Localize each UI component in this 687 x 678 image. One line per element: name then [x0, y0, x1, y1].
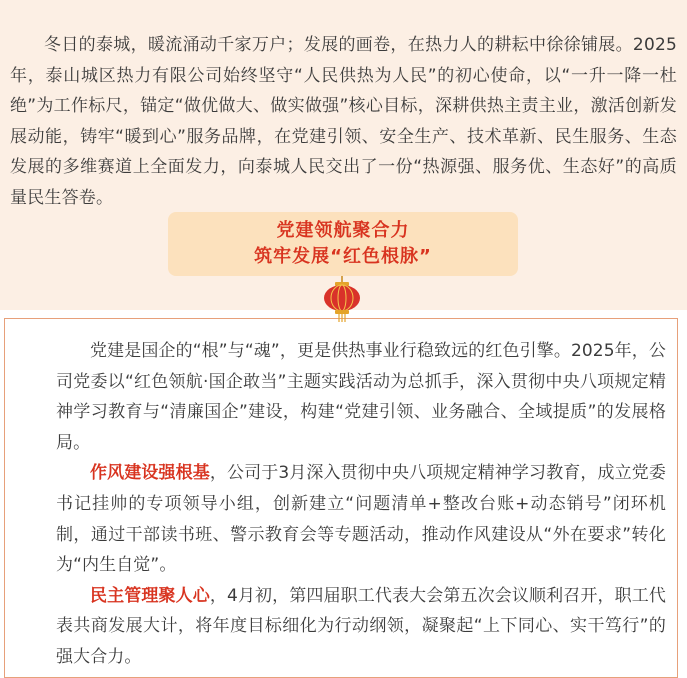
highlight-work-style: 作风建设强根基 — [90, 463, 210, 484]
section-banner — [168, 212, 518, 276]
paragraph-work-style — [56, 458, 666, 580]
banner-title-line1: 党建领航聚合力 — [276, 220, 410, 241]
red-lantern-icon — [320, 276, 364, 322]
highlight-democratic-management: 民主管理聚人心 — [90, 585, 210, 606]
paragraph-democratic-management — [56, 581, 666, 673]
paragraph-work-style-text: ，公司于3月深入贯彻中央八项规定精神学习教育，成立党委书记挂帅的专项领导小组，创新建立“问题清单+整改台账+动态销号”闭环机制，通过干部读书班、警示教育会等专题活动，推动作风建设从“外在要求”转化为“内生自觉”。 — [56, 463, 667, 576]
section-content — [56, 336, 666, 673]
intro-paragraph: 冬日的泰城，暖流涌动千家万户；发展的画卷，在热力人的耕耘中徐徐铺展。2025年，泰山城区热力有限公司始终坚守“人民供热为人民”的初心使命，以“一升一降一杜绝”为工作标尺，锚定“做优做大、做实做强”核心目标，深耕供热主责主业，激活创新发展动能，铸牢“暖到心”服务品牌，在党建引领、安全生产、技术革新、民生服务、生态发展的多维赛道上全面发力，向泰城人民交出了一份“热源强、服务优、生态好”的高质量民生答卷。 — [10, 35, 677, 208]
banner-title-line2: 筑牢发展“红色根脉” — [254, 246, 432, 267]
paragraph-party-building: 党建是国企的“根”与“魂”，更是供热事业行稳致远的红色引擎。2025年，公司党委以“红色领航·国企敢当”主题实践活动为总抓手，深入贯彻中央八项规定精神学习教育与“清廉国企”建设，构建“党建引领、业务融合、全域提质”的发展格局。 — [56, 341, 666, 453]
paragraph-democratic-management-text: ，4月初，第四届职工代表大会第五次会议顺利召开，职工代表共商发展大计，将年度目标细化为行动纲领，凝聚起“上下同心、实干笃行”的强大合力。 — [56, 585, 667, 667]
